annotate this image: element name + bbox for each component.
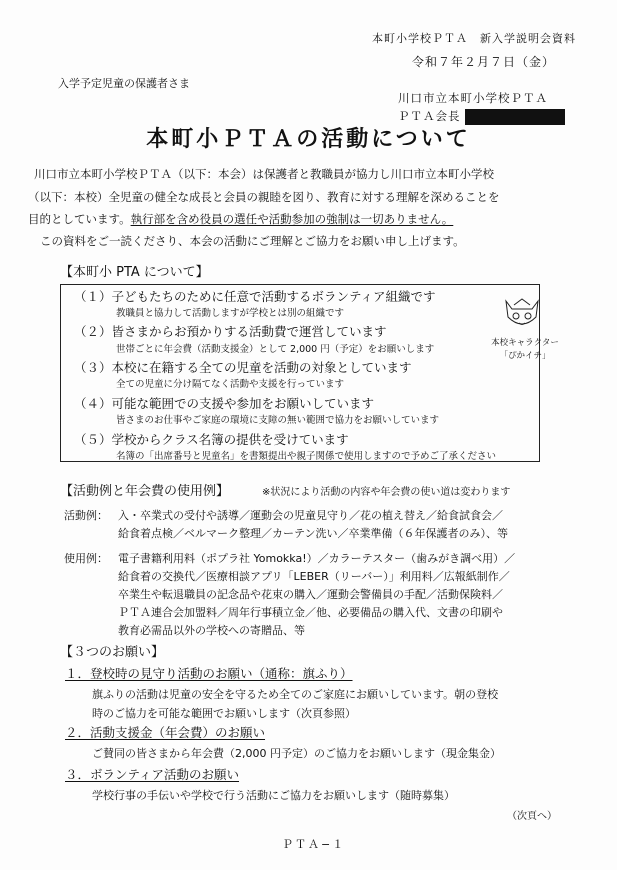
request-1-body-1: 旗ふりの活動は児童の安全を守るため全てのご家庭にお願いしています。朝の登校	[92, 688, 499, 701]
about-item-3-sub: 全ての児童に分け隔てなく活動や支援を行っています	[116, 379, 345, 390]
request-3-title: ３．ボランティア活動のお願い	[65, 767, 240, 782]
request-3-body-1: 学校行事の手伝いや学校で行う活動にご協力をお願いします（随時募集）	[92, 789, 455, 802]
examples-note: ※状況により活動の内容や年会費の使い道は変わります	[262, 487, 511, 498]
request-2-body-1: ご賛同の皆さまから年会費（2,000 円予定）のご協力をお願いします（現金集金）	[92, 747, 501, 760]
request-2-title: ２．活動支援金（年会費）のお願い	[65, 725, 266, 740]
activity-line-2: 給食着点検／ベルマーク整理／カーテン洗い／卒業準備（６年保護者のみ）、等	[118, 527, 508, 540]
next-page-note: （次頁へ）	[507, 811, 557, 822]
about-item-5-sub: 名簿の「出席番号と児童名」を書類提出や親子関係で使用しますので予めご了承ください	[116, 451, 497, 462]
activity-line-1: 入・卒業式の受付や誘導／運動会の児童見守り／花の植え替え／給食試食会／	[118, 509, 503, 522]
intro-line-2: （以下：本校）全児童の健全な成長と会員の親睦を図り、教育に対する理解を深めることを	[28, 190, 500, 204]
intro-line-1: 川口市立本町小学校ＰＴＡ（以下：本会）は保護者と教職員が協力し川口市立本町小学校	[34, 167, 494, 181]
doc-header: 本町小学校ＰＴＡ 新入学説明会資料	[372, 32, 576, 45]
sender-role: ＰＴＡ会長	[398, 108, 565, 125]
intro-line-4: この資料をご一読くださり、本会の活動にご理解とご協力をお願い申し上げます。	[40, 234, 465, 248]
request-1-title: １．登校時の見守り活動のお願い（通称：旗ふり）	[65, 666, 353, 681]
intro-emphasis: 執行部を含め役員の選任や活動参加の強制は一切ありません。	[130, 212, 454, 226]
examples-heading: 【活動例と年会費の使用例】	[60, 484, 230, 499]
intro-line-3: 目的としています。執行部を含め役員の選任や活動参加の強制は一切ありません。	[28, 212, 454, 226]
about-item-3: （３）本校に在籍する全ての児童を活動の対象としています	[74, 360, 412, 375]
usage-line-3: 卒業生や転退職員の記念品や花束の購入／運動会警備員の手配／活動保険料／	[118, 588, 503, 601]
about-item-2-sub: 世帯ごとに年会費（活動支援金）として 2,000 円（予定）をお願いします	[116, 344, 435, 355]
usage-line-1: 電子書籍利用料（ポプラ社 Yomokka!）／カラーテスター（歯みがき調べ用）／	[118, 552, 516, 565]
about-item-4: （４）可能な範囲での支援や参加をお願いしています	[74, 396, 375, 411]
about-heading: 【本町小 PTA について】	[60, 265, 209, 280]
about-item-1-sub: 教職員と協力して活動しますが学校とは別の組織です	[116, 308, 345, 319]
usage-line-4: ＰＴＡ連合会加盟料／周年行事積立金／他、必要備品の購入代、文書の印刷や	[118, 606, 503, 619]
sender-org: 川口市立本町小学校ＰＴＡ	[398, 91, 548, 105]
page-number: ＰＴＡ−１	[282, 838, 346, 851]
about-item-2: （２）皆さまからお預かりする活動費で運営しています	[74, 324, 387, 339]
addressee: 入学予定児童の保護者さま	[58, 77, 190, 90]
request-1-body-2: 時のご協力を可能な範囲でお願いします（次頁参照）	[92, 707, 356, 720]
page-title: 本町小ＰＴＡの活動について	[146, 127, 471, 152]
about-item-4-sub: 皆さまのお仕事やご家庭の環境に支障の無い範囲で協力をお願いしています	[116, 415, 440, 426]
doc-date: 令和７年２月７日（金）	[412, 55, 556, 69]
about-item-1: （１）子どもたちのために任意で活動するボランティア組織です	[74, 289, 436, 304]
usage-line-5: 教育必需品以外の学校への寄贈品、等	[118, 624, 305, 637]
mascot-caption-2: 「ぴかイチ」	[499, 351, 551, 361]
mascot-caption-1: 本校キャラクター	[491, 338, 559, 348]
activity-label: 活動例：	[64, 509, 108, 522]
usage-label: 使用例：	[64, 552, 108, 565]
requests-heading: 【３つのお願い】	[60, 645, 165, 660]
usage-line-2: 給食着の交換代／医療相談アプリ「LEBER（リーバー）」利用料／広報紙制作／	[118, 570, 510, 583]
about-item-5: （５）学校からクラス名簿の提供を受けています	[74, 432, 349, 447]
mascot-icon	[500, 295, 544, 333]
